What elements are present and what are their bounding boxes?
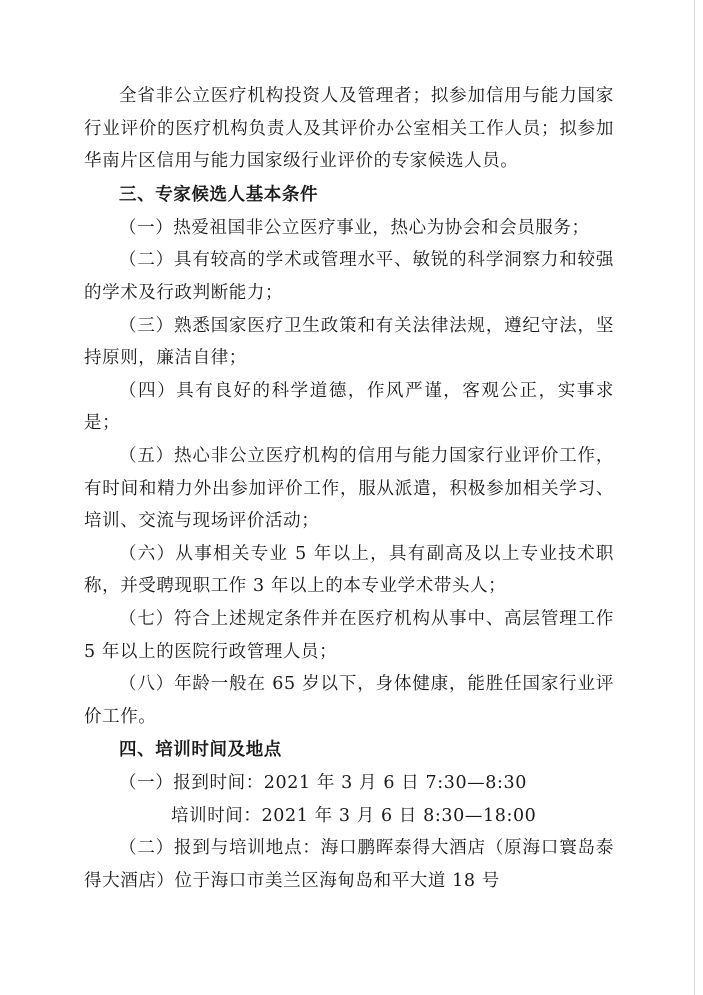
- report-time: （一）报到时间：2021 年 3 月 6 日 7:30—8:30: [119, 773, 527, 794]
- training-time: 培训时间：2021 年 3 月 6 日 8:30—18:00: [171, 805, 537, 826]
- condition-item-4: （四）具有良好的科学道德，作风严谨，客观公正，实事求是；: [84, 380, 614, 434]
- condition-item-8: （八）年龄一般在 65 岁以下，身体健康，能胜任国家行业评价工作。: [84, 674, 614, 727]
- page-edge-line: [694, 0, 695, 995]
- condition-item-2: （二）具有较高的学术或管理水平、敏锐的科学洞察力和较强的学术及行政判断能力；: [84, 250, 614, 303]
- condition-item-5: （五）热心非公立医疗机构的信用与能力国家行业评价工作，有时间和精力外出参加评价工作，服从派遣，积极参加相关学习、培训、交流与现场评价活动；: [84, 445, 614, 532]
- condition-item-3: （三）熟悉国家医疗卫生政策和有关法律法规，遵纪守法，坚持原则，廉洁自律；: [84, 315, 614, 369]
- document-body: [84, 80, 614, 898]
- condition-item-6: （六）从事相关专业 5 年以上，具有副高及以上专业技术职称，并受聘现职工作 3 年以上的本专业学术带头人；: [84, 543, 614, 597]
- training-location: （二）报到与培训地点：海口鹏晖泰得大酒店（原海口寰岛泰得大酒店）位于海口市美兰区海甸岛和平大道 18 号: [84, 838, 614, 892]
- section-4-heading: 四、培训时间及地点: [119, 740, 282, 761]
- condition-item-1: （一）热爱祖国非公立医疗事业，热心为协会和会员服务；: [119, 217, 590, 238]
- section-3-heading: 三、专家候选人基本条件: [119, 184, 319, 205]
- condition-item-7: （七）符合上述规定条件并在医疗机构从事中、高层管理工作 5 年以上的医院行政管理人员；: [84, 608, 614, 662]
- intro-paragraph: 全省非公立医疗机构投资人及管理者；拟参加信用与能力国家行业评价的医疗机构负责人及其评价办公室相关工作人员；拟参加华南片区信用与能力国家级行业评价的专家候选人员。: [84, 86, 614, 172]
